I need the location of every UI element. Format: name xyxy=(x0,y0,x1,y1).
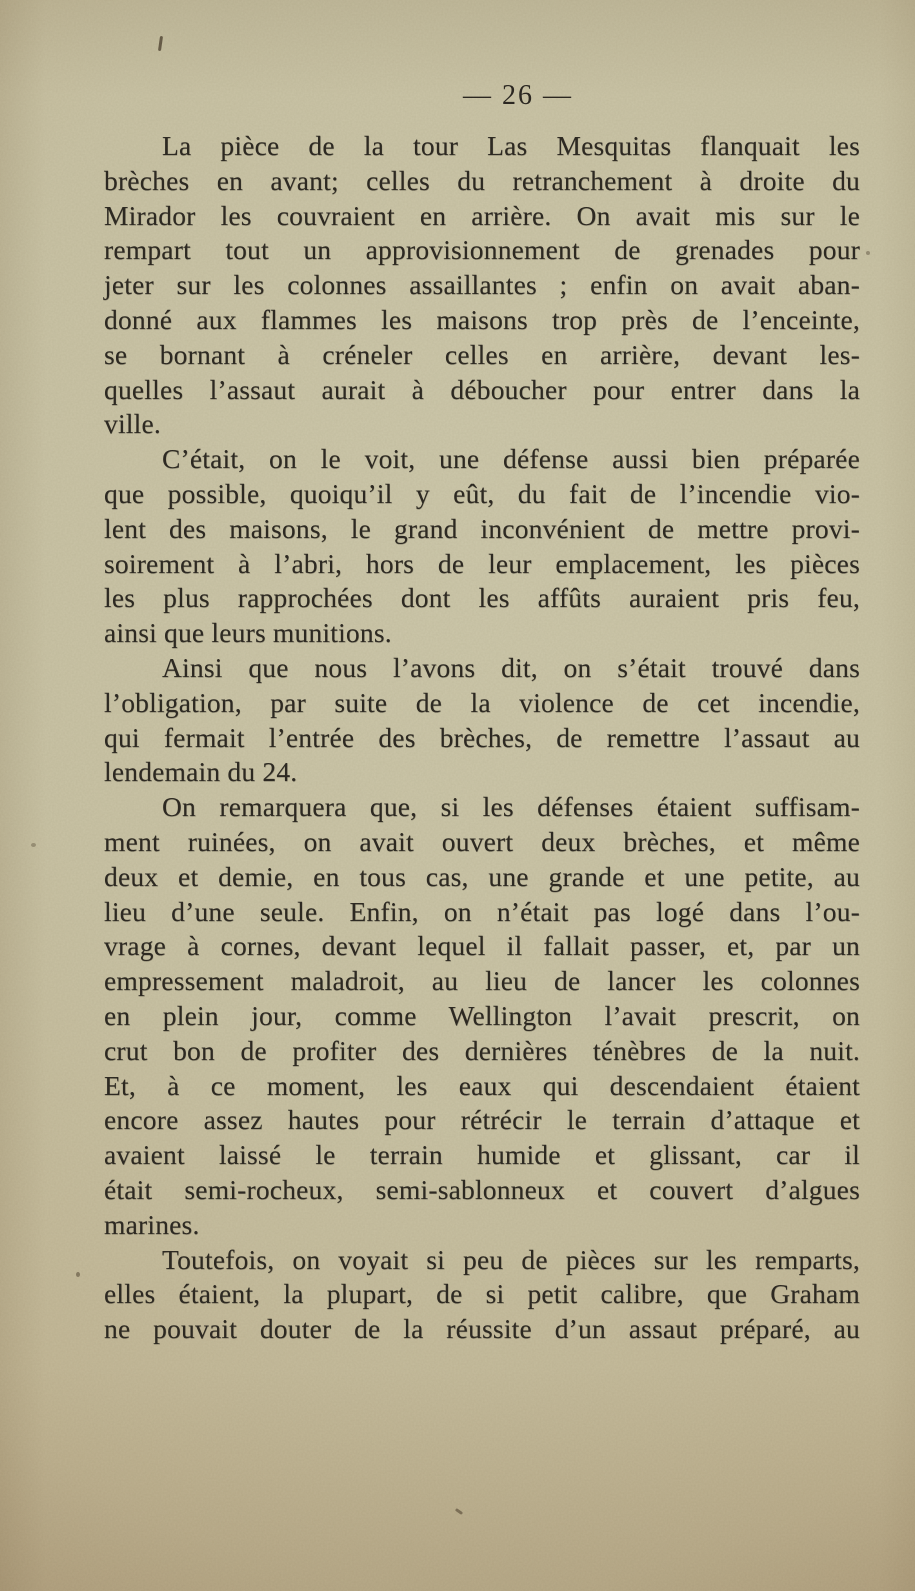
text-line: les plus rapprochées dont les affûts auraient pris feu, xyxy=(104,582,860,614)
paper-speck xyxy=(76,1272,80,1277)
text-line: empressement maladroit, au lieu de lancer les colonnes xyxy=(104,965,860,997)
text-line: crut bon de profiter des dernières ténèbres de la nuit. xyxy=(104,1034,860,1066)
text-line: Mirador les couvraient en arrière. On avait mis sur le xyxy=(104,199,860,231)
text-line: encore assez hautes pour rétrécir le terrain d’attaque et xyxy=(104,1104,860,1136)
text-line: vrage à cornes, devant lequel il fallait passer, et, par un xyxy=(104,930,860,962)
text-line: brèches en avant; celles du retranchement à droite du xyxy=(104,164,860,196)
text-line: en plein jour, comme Wellington l’avait prescrit, on xyxy=(104,999,860,1031)
text-line: l’obligation, par suite de la violence de cet incendie, xyxy=(104,686,860,718)
text-line: Et, à ce moment, les eaux qui descendaient étaient xyxy=(104,1069,860,1101)
text-line: donné aux flammes les maisons trop près de l’enceinte, xyxy=(104,303,860,335)
paper-speck xyxy=(158,36,163,51)
text-line: que possible, quoiqu’il y eût, du fait de l’incendie vio- xyxy=(104,477,860,509)
text-line: On remarquera que, si les défenses étaient suffisam- xyxy=(162,791,860,823)
paper-speck xyxy=(866,251,870,255)
text-line: deux et demie, en tous cas, une grande et une petite, au xyxy=(104,860,860,892)
text-line: qui fermait l’entrée des brèches, de remettre l’assaut au xyxy=(104,721,860,753)
text-line: avaient laissé le terrain humide et glissant, car il xyxy=(104,1139,860,1171)
text-line: était semi-rocheux, semi-sablonneux et couvert d’algues xyxy=(104,1173,860,1205)
page-number: — 26 — xyxy=(463,80,573,111)
text-line: quelles l’assaut aurait à déboucher pour entrer dans la xyxy=(104,373,860,405)
text-line: Ainsi que nous l’avons dit, on s’était trouvé dans xyxy=(162,651,860,683)
text-line: ville. xyxy=(104,408,161,440)
text-line: Toutefois, on voyait si peu de pièces sur les remparts, xyxy=(162,1243,860,1275)
paragraph xyxy=(104,129,860,442)
text-line: ne pouvait douter de la réussite d’un assaut préparé, au xyxy=(104,1313,860,1345)
paragraph xyxy=(104,651,860,790)
paragraph xyxy=(104,790,860,1242)
text-line: ainsi que leurs munitions. xyxy=(104,617,392,649)
text-line: lieu d’une seule. Enfin, on n’était pas logé dans l’ou- xyxy=(104,895,860,927)
text-line: marines. xyxy=(104,1208,200,1240)
text-line: jeter sur les colonnes assaillantes ; enfin on avait aban- xyxy=(104,269,860,301)
paragraph xyxy=(104,442,860,651)
text-line: elles étaient, la plupart, de si petit calibre, que Graham xyxy=(104,1278,860,1310)
text-line: rempart tout un approvisionnement de grenades pour xyxy=(104,234,860,266)
paper-speck xyxy=(455,1508,463,1515)
body-text xyxy=(104,129,860,1347)
text-line: se bornant à créneler celles en arrière, devant les- xyxy=(104,338,860,370)
text-line: La pièce de la tour Las Mesquitas flanquait les xyxy=(162,130,860,161)
text-line: ment ruinées, on avait ouvert deux brèches, et même xyxy=(104,825,860,857)
paragraph xyxy=(104,1243,860,1347)
text-line: C’était, on le voit, une défense aussi bien préparée xyxy=(162,443,860,475)
text-line: soirement à l’abri, hors de leur emplacement, les pièces xyxy=(104,547,860,579)
text-line: lendemain du 24. xyxy=(104,756,298,788)
paper-speck xyxy=(31,843,36,847)
text-line: lent des maisons, le grand inconvénient de mettre provi- xyxy=(104,512,860,544)
